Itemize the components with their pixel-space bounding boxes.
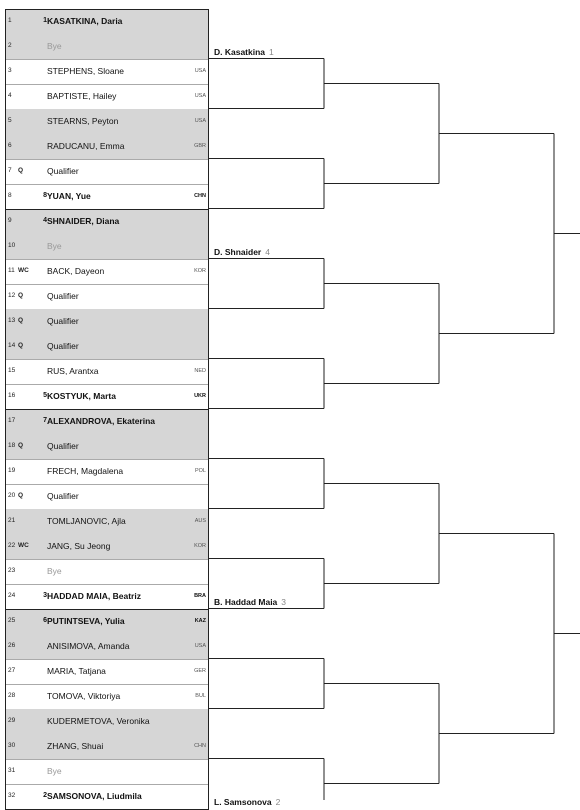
player-name: SAMSONOVA, Liudmila bbox=[47, 791, 142, 801]
winner-name: B. Haddad Maia bbox=[214, 597, 278, 607]
draw-position: 24 bbox=[8, 592, 16, 599]
second-round-player bbox=[214, 46, 274, 58]
seed-number: 7 bbox=[43, 417, 47, 424]
draw-position: 1 bbox=[8, 17, 12, 24]
country-code: GER bbox=[194, 668, 206, 674]
country-code: USA bbox=[194, 118, 206, 124]
seed-number: 3 bbox=[43, 592, 47, 599]
country-code: KOR bbox=[194, 268, 206, 274]
winner-seed: 2 bbox=[275, 797, 281, 807]
player-name: KUDERMETOVA, Veronika bbox=[47, 716, 150, 726]
seed-number: 5 bbox=[43, 392, 47, 399]
draw-position: 19 bbox=[8, 467, 16, 474]
country-code: KOR bbox=[194, 543, 206, 549]
winner-seed: 3 bbox=[281, 597, 287, 607]
player-name: Bye bbox=[47, 766, 62, 776]
player-name: Qualifier bbox=[47, 491, 79, 501]
entry-tag: Q bbox=[18, 492, 24, 499]
entry-tag: Q bbox=[18, 317, 24, 324]
winner-name: D. Kasatkina bbox=[214, 47, 266, 57]
player-name: ALEXANDROVA, Ekaterina bbox=[47, 416, 156, 426]
player-name: KASATKINA, Daria bbox=[47, 16, 123, 26]
winner-seed: 4 bbox=[265, 247, 270, 257]
draw-position: 26 bbox=[8, 642, 16, 649]
draw-position: 22 bbox=[8, 542, 16, 549]
player-name: Bye bbox=[47, 41, 62, 51]
player-name: STEARNS, Peyton bbox=[47, 116, 119, 126]
winner-name: D. Shnaider bbox=[214, 247, 262, 257]
draw-position: 5 bbox=[8, 117, 12, 124]
entry-tag: Q bbox=[18, 292, 24, 299]
seed-number: 6 bbox=[43, 617, 47, 624]
player-name: PUTINTSEVA, Yulia bbox=[47, 616, 125, 626]
draw-position: 8 bbox=[8, 192, 12, 199]
draw-position: 16 bbox=[8, 392, 16, 399]
player-name: Qualifier bbox=[47, 341, 79, 351]
player-name: RUS, Arantxa bbox=[47, 366, 99, 376]
draw-position: 18 bbox=[8, 442, 16, 449]
draw-position: 11 bbox=[8, 267, 15, 274]
seed-number: 4 bbox=[43, 217, 47, 224]
seed-number: 8 bbox=[43, 192, 47, 199]
player-name: BACK, Dayeon bbox=[47, 266, 105, 276]
player-name: Bye bbox=[47, 241, 62, 251]
player-name: Qualifier bbox=[47, 316, 79, 326]
country-code: CHN bbox=[194, 743, 206, 749]
draw-position: 27 bbox=[8, 667, 16, 674]
draw-position: 23 bbox=[8, 567, 16, 574]
draw-position: 28 bbox=[8, 692, 16, 699]
country-code: KAZ bbox=[194, 618, 206, 624]
player-name: Bye bbox=[47, 566, 62, 576]
country-code: BRA bbox=[194, 593, 206, 599]
player-name: ZHANG, Shuai bbox=[47, 741, 104, 751]
player-name: RADUCANU, Emma bbox=[47, 141, 125, 151]
draw-position: 10 bbox=[8, 242, 16, 249]
country-code: CHN bbox=[194, 193, 206, 199]
player-name: JANG, Su Jeong bbox=[47, 541, 111, 551]
country-code: GBR bbox=[194, 143, 206, 149]
draw-position: 2 bbox=[8, 42, 12, 49]
country-code: BUL bbox=[195, 693, 206, 699]
player-name: TOMLJANOVIC, Ajla bbox=[47, 516, 126, 526]
country-code: POL bbox=[194, 468, 206, 474]
draw-position: 21 bbox=[8, 517, 16, 524]
second-round-player bbox=[214, 596, 286, 608]
draw-position: 31 bbox=[8, 767, 16, 774]
country-code: USA bbox=[194, 93, 206, 99]
seed-number: 1 bbox=[43, 17, 47, 24]
draw-position: 20 bbox=[8, 492, 16, 499]
country-code: UKR bbox=[194, 393, 206, 399]
country-code: USA bbox=[194, 643, 206, 649]
draw-position: 6 bbox=[8, 142, 12, 149]
draw-position: 30 bbox=[8, 742, 16, 749]
entry-tag: WC bbox=[18, 542, 29, 549]
player-name: STEPHENS, Sloane bbox=[47, 66, 125, 76]
player-name: HADDAD MAIA, Beatriz bbox=[47, 591, 141, 601]
winner-seed: 1 bbox=[269, 47, 274, 57]
draw-position: 3 bbox=[8, 67, 12, 74]
player-name: TOMOVA, Viktoriya bbox=[47, 691, 121, 701]
draw-position: 7 bbox=[8, 167, 12, 174]
draw-position: 13 bbox=[8, 317, 16, 324]
second-round-player bbox=[214, 246, 270, 258]
entry-tag: WC bbox=[18, 267, 29, 274]
draw-position: 9 bbox=[8, 217, 12, 224]
draw-position: 17 bbox=[8, 417, 16, 424]
draw-position: 4 bbox=[8, 92, 12, 99]
player-name: SHNAIDER, Diana bbox=[47, 216, 120, 226]
player-name: FRECH, Magdalena bbox=[47, 466, 124, 476]
player-name: Qualifier bbox=[47, 441, 79, 451]
entry-tag: Q bbox=[18, 167, 24, 174]
player-name: Qualifier bbox=[47, 291, 79, 301]
player-name: KOSTYUK, Marta bbox=[47, 391, 116, 401]
player-name: YUAN, Yue bbox=[47, 191, 91, 201]
draw-position: 12 bbox=[8, 292, 16, 299]
entry-tag: Q bbox=[18, 342, 24, 349]
winner-name: L. Samsonova bbox=[214, 797, 272, 807]
country-code: USA bbox=[194, 68, 206, 74]
country-code: NED bbox=[194, 368, 206, 374]
entry-tag: Q bbox=[18, 442, 24, 449]
player-name: Qualifier bbox=[47, 166, 79, 176]
player-name: MARIA, Tatjana bbox=[47, 666, 106, 676]
seed-number: 2 bbox=[43, 792, 47, 799]
player-name: ANISIMOVA, Amanda bbox=[47, 641, 130, 651]
draw-position: 32 bbox=[8, 792, 16, 799]
draw-position: 29 bbox=[8, 717, 16, 724]
draw-position: 15 bbox=[8, 367, 16, 374]
player-name: BAPTISTE, Hailey bbox=[47, 91, 117, 101]
draw-position: 25 bbox=[8, 617, 16, 624]
country-code: AUS bbox=[194, 518, 206, 524]
second-round-player bbox=[214, 796, 280, 808]
draw-position: 14 bbox=[8, 342, 16, 349]
